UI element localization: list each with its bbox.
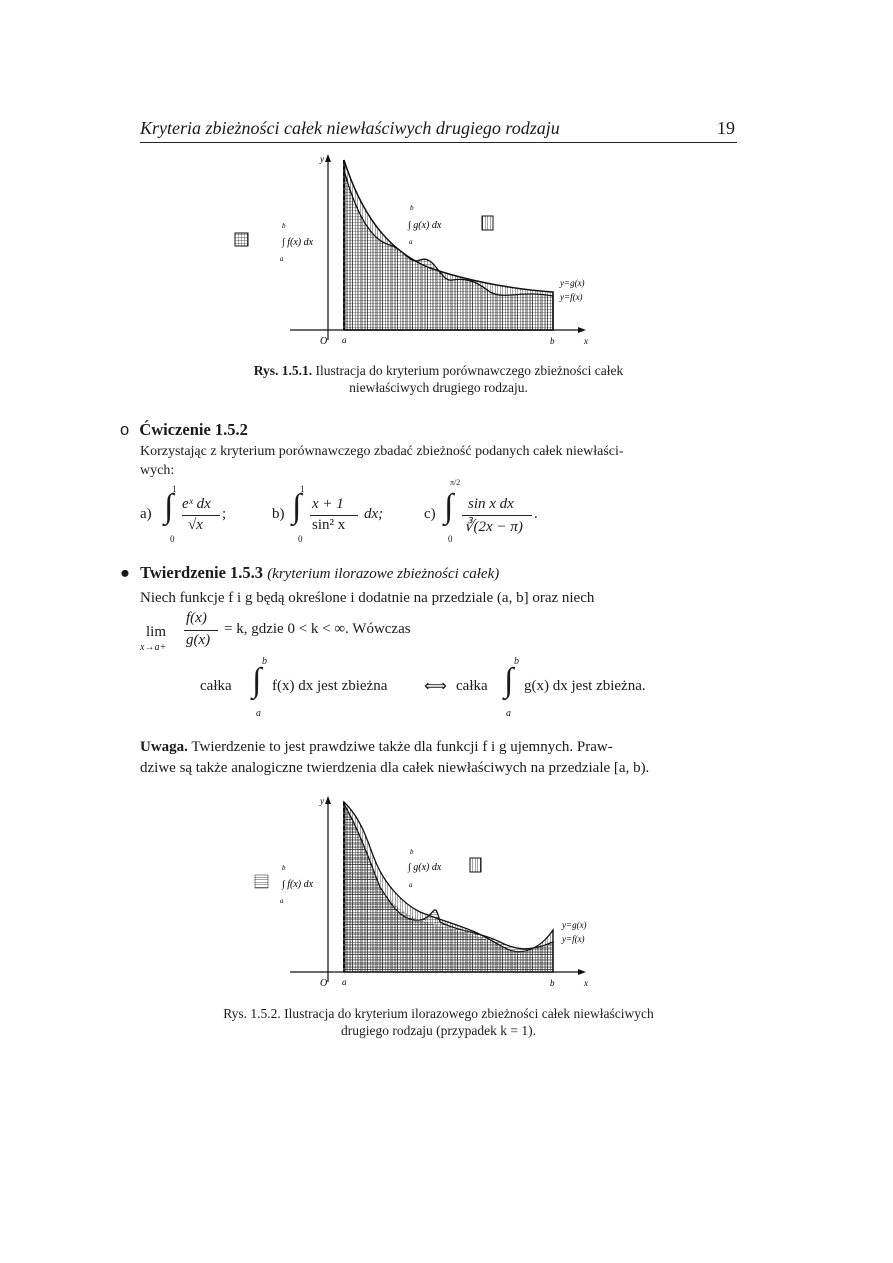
formula-c-upper: π/2 [450,478,461,487]
formula-c-lower: 0 [448,534,453,544]
b-label: b [550,978,555,988]
exercise-text-line2: wych: [140,463,175,478]
running-header-title: Kryteria zbieżności całek niewłaściwych drugiego rodzaju [140,118,560,138]
theorem-calka1: całka [200,678,232,694]
curve-g-label: y=g(x) [560,278,585,288]
formula-b-num: x + 1 [312,496,344,512]
legend-f-lower: a [280,897,284,905]
remark-label: Uwaga. [140,739,188,755]
legend-g-label: ∫ g(x) dx [408,862,442,873]
formula-a-num: eˣ dx [182,496,211,512]
theorem-frac-num: f(x) [186,610,207,626]
formula-a-punct: ; [222,506,227,522]
theorem-int2: g(x) dx jest zbieżna. [524,678,646,694]
theorem-int2-sign: ∫ [504,662,514,699]
y-axis-label: y [320,154,324,164]
curve-g-label: y=g(x) [562,920,587,930]
figure-1-caption [140,362,737,396]
formula-a-label: a) [140,506,152,522]
theorem-int1: f(x) dx jest zbieżna [272,678,388,694]
x-axis-label: x [584,978,588,988]
theorem-int2-upper: b [514,656,519,667]
legend-g-label: ∫ g(x) dx [408,220,442,231]
formula-b-fracline [310,515,358,516]
y-axis-arrow [325,796,331,804]
a-label: a [342,335,347,345]
legend-f-upper: b [282,864,286,872]
formula-c-fracline [462,515,532,516]
page-number: 19 [717,118,735,138]
theorem-title: Twierdzenie 1.5.3 [140,563,264,582]
figure-1 [220,150,610,355]
curve-f-label: y=f(x) [560,292,583,302]
curve-f-label: y=f(x) [562,934,585,944]
theorem-fracline [184,630,218,631]
formula-c-den: ∛(2x − π) [464,519,523,535]
theorem-int1-lower: a [256,708,261,719]
formula-c-label: c) [424,506,436,522]
remark-line2: dziwe są także analogiczne twierdzenia dla całek niewłaściwych na przedziale [a, b). [140,760,650,776]
formula-b-integral: ∫ [292,488,302,525]
theorem-iff: ⟺ [424,678,447,695]
theorem-equivalence [200,656,700,724]
legend-g-lower: a [409,881,413,889]
figure-1-caption-label: Rys. 1.5.1. [253,363,313,378]
theorem-int2-lower: a [506,708,511,719]
exercise-formulas [140,478,580,548]
a-label: a [342,977,347,987]
y-axis-label: y [320,796,324,806]
figure-1-caption-text2: niewłaściwych drugiego rodzaju. [349,380,528,395]
exercise-title: Ćwiczenie 1.5.2 [139,420,248,439]
x-axis-arrow [578,969,586,975]
formula-b-tail: dx; [364,506,384,522]
exercise-text-line1: Korzystając z kryterium porównawczego zbadać zbieżność podanych całek niewłaści- [140,444,624,459]
formula-b-lower: 0 [298,534,303,544]
theorem-subtitle: (kryterium ilorazowe zbieżności całek) [267,566,500,582]
theorem-heading [120,563,499,583]
formula-a-den: √x [188,517,203,533]
exercise-marker: o [120,421,130,439]
formula-a-integral: ∫ [164,488,174,525]
formula-a-fracline [182,515,220,516]
theorem-lim-sub: x→a+ [140,642,167,653]
legend-g-upper: b [410,848,414,856]
formula-a-upper: 1 [172,484,177,494]
figure-2-caption-text2: drugiego rodzaju (przypadek k = 1). [340,1023,537,1038]
formula-b-upper: 1 [300,484,305,494]
legend-f-lower: a [280,255,284,263]
figure-2 [220,792,610,997]
exercise-heading [120,420,248,440]
theorem-int1-sign: ∫ [252,662,262,699]
origin-label: O [320,978,328,989]
legend-f-swatch [255,875,268,888]
remark-line1: Twierdzenie to jest prawdziwe także dla funkcji f i g ujemnych. Praw- [191,739,613,755]
figure-2-caption-text1: Rys. 1.5.2. Ilustracja do kryterium ilorazowego zbieżności całek niewłaściwych [223,1006,654,1021]
x-axis-label: x [584,336,588,346]
legend-g-lower: a [409,238,413,246]
theorem-lim-tail: = k, gdzie 0 < k < ∞. Wówczas [224,621,411,637]
remark [140,737,740,779]
x-axis-arrow [578,327,586,333]
legend-g-upper: b [410,204,414,212]
theorem-frac-den: g(x) [186,632,211,648]
legend-f-swatch [235,233,248,246]
theorem-calka2: całka [456,678,488,694]
common-area [344,806,553,972]
legend-f-upper: b [282,222,286,230]
legend-f-label: ∫ f(x) dx [282,879,314,890]
theorem-lim: lim [146,624,167,640]
formula-a-lower: 0 [170,534,175,544]
formula-b-den: sin² x [312,517,346,533]
f-area [344,170,553,330]
figure-2-caption [140,1005,737,1039]
formula-c-punct: . [534,506,538,522]
exercise-text [140,442,624,480]
origin-label: O [320,336,328,347]
y-axis-arrow [325,154,331,162]
theorem-line1: Niech funkcje f i g będą określone i dodatnie na przedziale (a, b] oraz niech [140,590,595,606]
formula-c-integral: ∫ [444,488,454,525]
formula-b-label: b) [272,506,285,522]
legend-g-swatch [470,858,481,872]
legend-g-swatch [482,216,493,230]
figure-1-caption-text1: Ilustracja do kryterium porównawczego zbieżności całek [315,363,624,378]
theorem-int1-upper: b [262,656,267,667]
formula-c-num: sin x dx [468,496,514,512]
legend-f-label: ∫ f(x) dx [282,237,314,248]
theorem-limit [140,608,540,658]
theorem-marker: ● [120,563,130,582]
b-label: b [550,336,555,346]
header-rule [140,142,737,143]
